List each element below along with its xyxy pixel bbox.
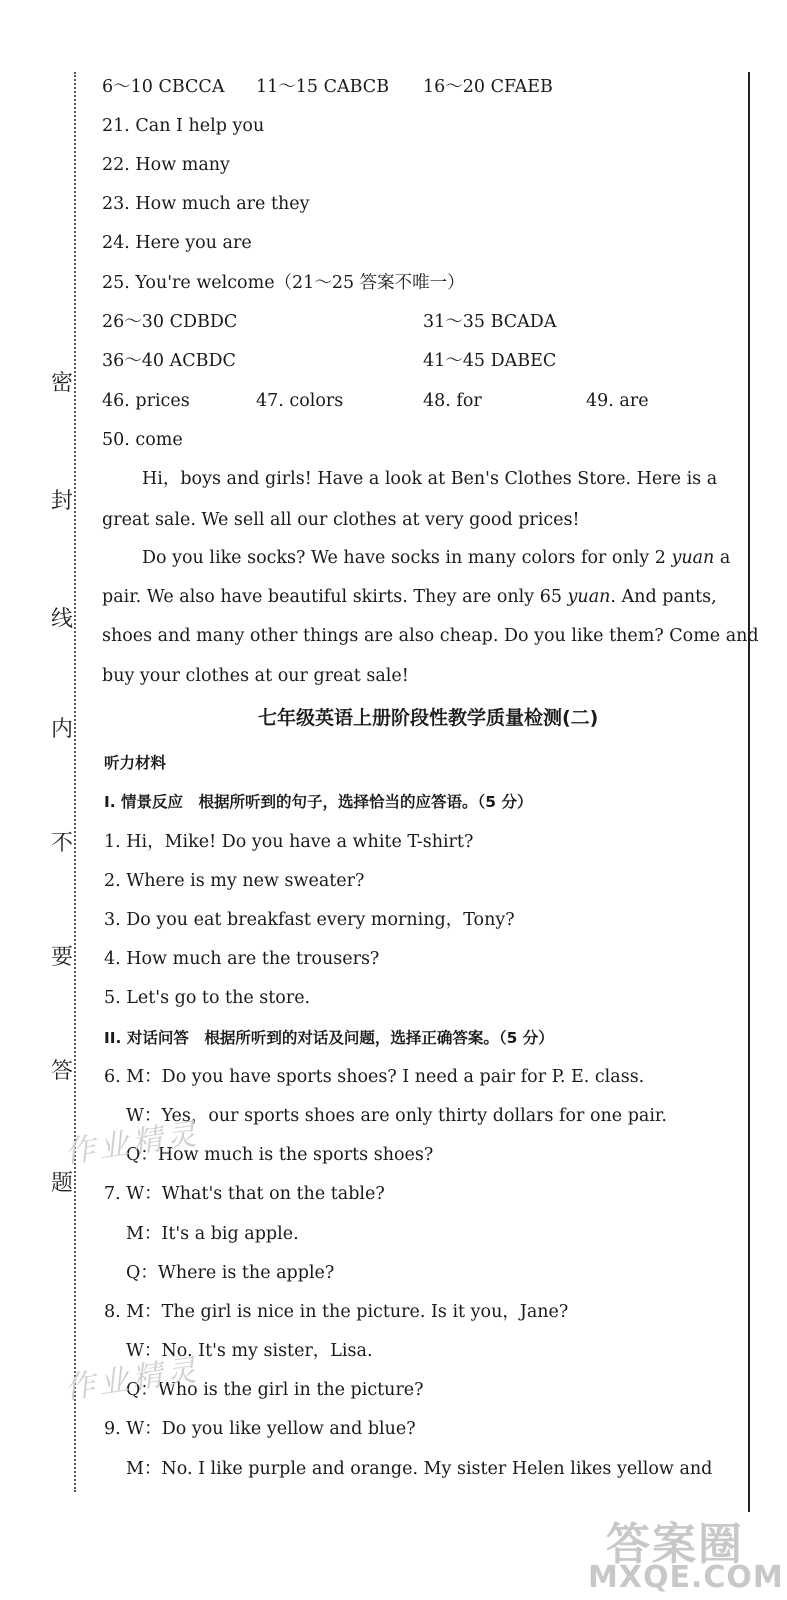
dialogue-line: Q：Where is the apple?: [126, 1263, 335, 1283]
part1-heading: I. 情景反应 根据所听到的句子，选择恰当的应答语。（5 分）: [104, 793, 533, 811]
seal-char: 封: [50, 489, 73, 514]
answer-range: 6～10 CBCCA: [102, 77, 225, 97]
listening-item: 3. Do you eat breakfast every morning，Tony?: [104, 910, 515, 930]
answer-range: 36～40 ACBDC: [102, 351, 236, 371]
listening-item: 2. Where is my new sweater?: [104, 871, 365, 891]
dialogue-line: W：Yes，our sports shoes are only thirty dollars for one pair.: [126, 1106, 667, 1126]
answer-range: 31～35 BCADA: [423, 312, 557, 332]
seal-dotted-line: [74, 72, 76, 1492]
dialogue-line: Q：How much is the sports shoes?: [126, 1145, 434, 1165]
essay-line: Hi，boys and girls! Have a look at Ben's Clothes Store. Here is a: [142, 469, 718, 489]
answer-range: 16～20 CFAEB: [423, 77, 553, 97]
dialogue-line: 8. M：The girl is nice in the picture. Is it you，Jane?: [104, 1302, 569, 1322]
answer-item: 46. prices: [102, 391, 190, 411]
answer-range: 11～15 CABCB: [256, 77, 390, 97]
answer-item: 49. are: [586, 391, 649, 411]
section-title: 七年级英语上册阶段性教学质量检测(二): [258, 707, 599, 729]
answer-item: 50. come: [102, 430, 183, 450]
dialogue-line: 7. W：What's that on the table?: [104, 1184, 385, 1204]
seal-char: 不: [50, 831, 73, 856]
dialogue-line: M：No. I like purple and orange. My sister Helen likes yellow and: [126, 1459, 713, 1479]
dialogue-line: 9. W：Do you like yellow and blue?: [104, 1419, 416, 1439]
site-logo: [588, 1508, 784, 1596]
dialogue-line: W：No. It's my sister，Lisa.: [126, 1341, 373, 1361]
seal-char: 要: [50, 945, 73, 970]
listening-item: 5. Let's go to the store.: [104, 988, 311, 1008]
right-border-line: [748, 72, 750, 1512]
dialogue-line: Q：Who is the girl in the picture?: [126, 1380, 424, 1400]
logo-top-text: 答案圈: [606, 1519, 744, 1570]
answer-item: 21. Can I help you: [102, 116, 265, 136]
answer-item: 22. How many: [102, 155, 230, 175]
essay-line: shoes and many other things are also cheap. Do you like them? Come and: [102, 626, 759, 646]
listening-label: 听力材料: [104, 754, 167, 772]
listening-item: 1. Hi，Mike! Do you have a white T-shirt?: [104, 832, 474, 852]
answer-item: 24. Here you are: [102, 233, 252, 253]
dialogue-line: M：It's a big apple.: [126, 1224, 299, 1244]
essay-line: great sale. We sell all our clothes at very good prices!: [102, 510, 580, 530]
essay-line: buy your clothes at our great sale!: [102, 666, 409, 686]
listening-item: 4. How much are the trousers?: [104, 949, 380, 969]
answer-item: 25. You're welcome（21～25 答案不唯一）: [102, 273, 465, 293]
part2-heading: II. 对话问答 根据所听到的对话及问题，选择正确答案。（5 分）: [104, 1029, 554, 1047]
watermark: 作业精灵: [62, 1352, 203, 1407]
seal-char: 线: [50, 607, 73, 632]
seal-char: 题: [50, 1171, 73, 1196]
essay-line: Do you like socks? We have socks in many colors for only 2 yuan a: [142, 548, 731, 568]
dialogue-line: 6. M：Do you have sports shoes? I need a pair for P. E. class.: [104, 1067, 645, 1087]
answer-item: 47. colors: [256, 391, 344, 411]
answer-range: 26～30 CDBDC: [102, 312, 238, 332]
seal-char: 内: [50, 717, 73, 742]
answer-item: 23. How much are they: [102, 194, 310, 214]
seal-char: 密: [50, 371, 73, 396]
logo-bottom-text: MXQE.COM: [588, 1560, 784, 1595]
seal-char: 答: [50, 1059, 73, 1084]
essay-line: pair. We also have beautiful skirts. They are only 65 yuan. And pants,: [102, 587, 717, 607]
watermark: 作业精灵: [62, 1116, 203, 1171]
answer-range: 41～45 DABEC: [423, 351, 557, 371]
answer-item: 48. for: [423, 391, 482, 411]
